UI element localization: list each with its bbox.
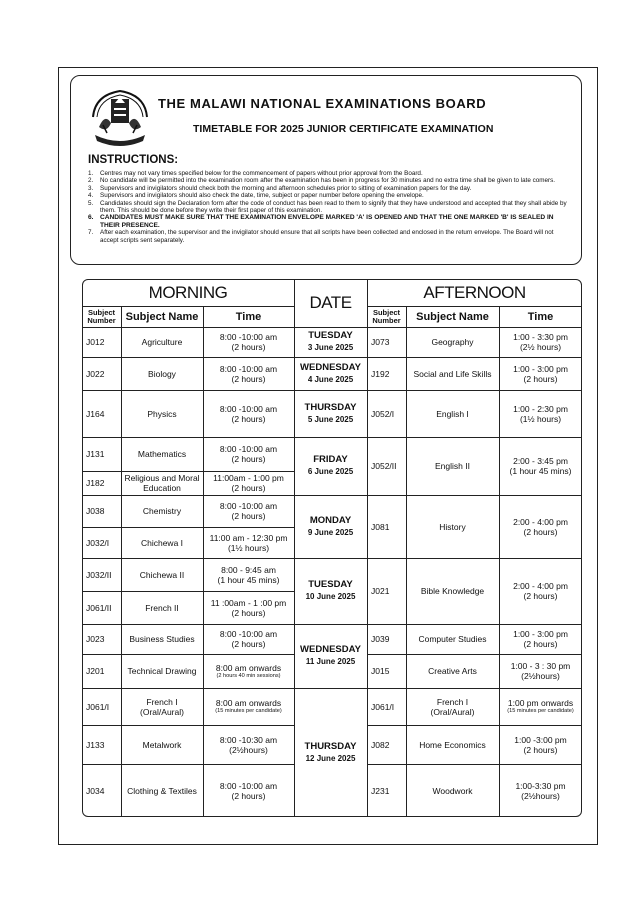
instruction-number: 3. <box>88 184 94 192</box>
afternoon-name-cell <box>406 725 499 764</box>
exam-time: 8:00 -10:00 am <box>219 403 278 414</box>
morning-time-cell <box>203 654 294 688</box>
exam-time: 1:00 - 2:30 pm <box>513 403 568 414</box>
morning-code-cell <box>82 764 121 817</box>
timetable-title: TIMETABLE FOR 2025 JUNIOR CERTIFICATE EXAMINATION <box>193 123 494 135</box>
exam-date: 9 June 2025 <box>307 527 354 537</box>
exam-day: TUESDAY <box>308 330 353 341</box>
instructions-heading: INSTRUCTIONS: <box>88 154 179 166</box>
exam-duration: (1 hour 45 mins) <box>217 574 280 585</box>
instruction-text: Supervisors and invigilators should also check the date, time, subject or paper number before opening the envelope. <box>100 192 424 200</box>
subject-name: Computer Studies <box>418 634 487 644</box>
subject-name: Woodwork <box>432 785 473 796</box>
board-logo-icon <box>85 83 155 149</box>
time-label: Time <box>527 310 554 323</box>
date-cell <box>294 624 367 688</box>
exam-time: 8:00 -10:00 am <box>219 444 278 454</box>
subject-name: History <box>439 521 466 532</box>
subject-name: Religious and Moral Education <box>124 473 200 493</box>
exam-day: MONDAY <box>309 514 352 526</box>
afternoon-code-cell <box>367 725 406 764</box>
afternoon-name-cell <box>406 495 499 558</box>
morning-label: MORNING <box>148 282 228 302</box>
exam-date: 3 June 2025 <box>307 343 354 352</box>
exam-date: 5 June 2025 <box>307 414 354 424</box>
morning-code-cell <box>82 688 121 725</box>
instruction-number: 2. <box>88 177 94 185</box>
exam-time: 11:00 am - 12:30 pm <box>209 532 288 543</box>
subject-code: J231 <box>371 785 390 796</box>
instruction-item <box>86 170 568 177</box>
afternoon-label: AFTERNOON <box>423 282 526 302</box>
subject-name: Geography <box>431 337 474 347</box>
morning-name-cell <box>121 437 203 471</box>
exam-time: 1:00 -3:00 pm <box>514 734 567 745</box>
exam-duration: (15 minutes per candidate) <box>507 708 574 715</box>
afternoon-code-cell <box>367 688 406 725</box>
subject-name: French I <box>436 696 469 707</box>
exam-time: 8:00 -10:00 am <box>219 332 278 342</box>
morning-code-cell <box>82 624 121 654</box>
exam-duration: (2 hours) <box>231 342 266 352</box>
exam-date: 11 June 2025 <box>305 657 356 666</box>
subject-name: Chichewa II <box>139 569 185 580</box>
exam-time: 11:00am - 1:00 pm <box>213 473 284 483</box>
exam-day: WEDNESDAY <box>300 361 361 373</box>
subject-code: J133 <box>86 739 105 750</box>
afternoon-subject-name-header <box>406 306 499 327</box>
afternoon-time-cell <box>499 357 582 390</box>
morning-name-cell <box>121 654 203 688</box>
instruction-text: Candidates should sign the Declaration form after the code of conduct has been read to them to signify that they have understood and accepted that they shall abide by them. This should be done before they write their first paper of this examination. <box>100 199 567 215</box>
subject-code: J061/I <box>371 701 395 712</box>
morning-code-cell <box>82 527 121 558</box>
afternoon-header <box>367 279 582 306</box>
exam-day: TUESDAY <box>308 579 353 590</box>
instruction-number: 6. <box>88 214 94 222</box>
morning-time-cell <box>203 327 294 357</box>
exam-duration: (2 hours) <box>231 373 266 384</box>
exam-duration: (2 hours) <box>231 413 266 424</box>
morning-name-cell <box>121 624 203 654</box>
afternoon-name-cell <box>406 558 499 624</box>
exam-time: 8:00 -10:00 am <box>219 501 278 511</box>
afternoon-subject-number-header <box>367 306 406 327</box>
exam-time: 1:00 pm onwards <box>507 698 574 709</box>
subject-code: J022 <box>86 368 105 379</box>
morning-code-cell <box>82 437 121 471</box>
morning-time-cell <box>203 591 294 624</box>
morning-code-cell <box>82 495 121 527</box>
morning-name-cell <box>121 591 203 624</box>
subject-number-label: Subject Number <box>372 307 401 325</box>
morning-time-cell <box>203 764 294 817</box>
morning-code-cell <box>82 591 121 624</box>
exam-duration: (2 hours) <box>231 483 266 493</box>
instruction-item <box>86 214 568 229</box>
exam-duration: (2 hours) <box>231 639 266 649</box>
exam-time: 11 :00am - 1 :00 pm <box>210 597 287 608</box>
afternoon-time-cell <box>499 654 582 688</box>
exam-time: 8:00 -10:00 am <box>219 363 278 374</box>
subject-name: Physics <box>147 408 177 419</box>
morning-code-cell <box>82 327 121 357</box>
subject-name: Metalwork <box>142 739 182 750</box>
subject-code: J192 <box>371 368 390 379</box>
subject-code: J032/I <box>86 537 110 548</box>
date-cell <box>294 327 367 357</box>
afternoon-time-cell <box>499 495 582 558</box>
exam-duration: (2 hours) <box>523 639 558 649</box>
afternoon-name-cell <box>406 390 499 437</box>
afternoon-time-cell <box>499 764 582 817</box>
subject-name: Biology <box>148 368 176 379</box>
afternoon-time-cell <box>499 688 582 725</box>
subject-name: Creative Arts <box>428 666 477 676</box>
morning-subject-name-header <box>121 306 203 327</box>
exam-time: 8:00 am onwards <box>215 698 282 709</box>
exam-duration: (2 hours) <box>231 454 266 464</box>
morning-time-cell <box>203 688 294 725</box>
subject-code: J052/II <box>371 461 397 471</box>
exam-duration: (15 minutes per candidate) <box>215 708 282 715</box>
subject-code: J082 <box>371 739 390 750</box>
afternoon-name-cell <box>406 764 499 817</box>
exam-time: 1:00 - 3 : 30 pm <box>510 661 571 671</box>
date-label: DATE <box>309 293 352 312</box>
afternoon-name-cell <box>406 688 499 725</box>
subject-name: English I <box>436 408 469 419</box>
subject-code: J073 <box>371 337 390 347</box>
exam-duration: (2½ hours) <box>519 342 562 352</box>
instruction-item <box>86 192 568 199</box>
morning-name-cell <box>121 527 203 558</box>
exam-duration: (2 hours 40 min sessions) <box>216 672 281 679</box>
instruction-item <box>86 185 568 192</box>
instruction-text: No candidate will be permitted into the examination room after the examination has been in progress for 30 minutes and no extra time shall be given to late comers. <box>100 177 556 185</box>
subject-name: Home Economics <box>419 739 486 750</box>
subject-code: J023 <box>86 634 105 644</box>
afternoon-code-cell <box>367 654 406 688</box>
morning-name-cell <box>121 390 203 437</box>
subject-code: J201 <box>86 666 105 676</box>
subject-code: J081 <box>371 521 390 532</box>
subject-code: J012 <box>86 337 105 347</box>
exam-time: 8:00 -10:30 am <box>219 734 278 745</box>
morning-code-cell <box>82 725 121 764</box>
morning-time-cell <box>203 390 294 437</box>
subject-name-label: Subject Name <box>125 310 199 323</box>
afternoon-code-cell <box>367 764 406 817</box>
header-divider <box>82 306 294 307</box>
morning-name-cell <box>121 495 203 527</box>
subject-name: Clothing & Textiles <box>127 785 197 796</box>
subject-code: J015 <box>371 666 390 676</box>
exam-duration: (2 hours) <box>231 607 266 618</box>
header-divider <box>367 306 582 307</box>
subject-code: J164 <box>86 408 105 419</box>
exam-duration: (2 hours) <box>231 790 266 801</box>
morning-time-cell <box>203 495 294 527</box>
subject-name: Mathematics <box>137 449 187 459</box>
subject-code: J061/I <box>86 701 110 712</box>
exam-time: 1:00 - 3:30 pm <box>513 332 568 342</box>
morning-time-cell <box>203 527 294 558</box>
morning-code-cell <box>82 654 121 688</box>
morning-subject-number-header <box>82 306 121 327</box>
exam-time: 2:00 - 3:45 pm <box>513 456 568 466</box>
subject-name-note: (Oral/Aural) <box>140 706 184 717</box>
instruction-number: 4. <box>88 192 94 200</box>
subject-number-label: Subject Number <box>87 307 116 325</box>
morning-time-cell <box>203 357 294 390</box>
date-cell <box>294 688 367 817</box>
subject-code: J061/II <box>86 602 112 613</box>
instruction-text: After each examination, the supervisor and the invigilator should ensure that all scripts have been collected and enclosed in the return envelope. The Board will not accept scripts sent separately. <box>100 229 554 244</box>
exam-duration: (1½ hours) <box>519 413 562 424</box>
instruction-number: 7. <box>88 229 94 237</box>
date-cell <box>294 558 367 624</box>
exam-time: 2:00 - 4:00 pm <box>513 516 568 527</box>
exam-duration: (2 hours) <box>231 511 266 521</box>
afternoon-code-cell <box>367 327 406 357</box>
afternoon-code-cell <box>367 624 406 654</box>
subject-name: Chemistry <box>142 506 182 516</box>
date-header <box>294 279 367 327</box>
morning-name-cell <box>121 764 203 817</box>
exam-duration: (2½hours) <box>521 790 560 801</box>
morning-name-cell <box>121 357 203 390</box>
exam-date: 4 June 2025 <box>307 374 354 384</box>
exam-duration: (2½hours) <box>521 671 560 681</box>
subject-code: J039 <box>371 634 390 644</box>
afternoon-name-cell <box>406 624 499 654</box>
morning-code-cell <box>82 558 121 591</box>
exam-time: 2:00 - 4:00 pm <box>513 581 568 591</box>
instruction-text: CANDIDATES MUST MAKE SURE THAT THE EXAMINATION ENVELOPE MARKED 'A' IS OPENED AND THAT THE ONE MARKED 'B' IS SEALED IN THEIR PRESENCE. <box>100 214 554 229</box>
exam-date: 6 June 2025 <box>307 467 354 476</box>
subject-name: French II <box>145 602 179 613</box>
subject-name: French I <box>146 696 178 707</box>
morning-name-cell <box>121 725 203 764</box>
subject-code: J021 <box>371 586 390 596</box>
instruction-number: 1. <box>88 170 94 177</box>
exam-time: 8:00 -10:00 am <box>219 780 278 791</box>
afternoon-code-cell <box>367 437 406 495</box>
exam-date: 10 June 2025 <box>305 592 356 601</box>
afternoon-time-header <box>499 306 582 327</box>
morning-code-cell <box>82 390 121 437</box>
afternoon-code-cell <box>367 357 406 390</box>
afternoon-code-cell <box>367 558 406 624</box>
exam-day: FRIDAY <box>313 454 348 465</box>
subject-code: J034 <box>86 785 105 796</box>
afternoon-name-cell <box>406 327 499 357</box>
morning-name-cell <box>121 471 203 495</box>
date-cell <box>294 357 367 390</box>
afternoon-time-cell <box>499 624 582 654</box>
exam-day: THURSDAY <box>304 401 357 413</box>
morning-time-cell <box>203 725 294 764</box>
afternoon-time-cell <box>499 390 582 437</box>
date-cell <box>294 495 367 558</box>
exam-day: WEDNESDAY <box>300 644 361 655</box>
exam-duration: (1½ hours) <box>227 542 270 553</box>
subject-code: J182 <box>86 478 105 488</box>
subject-name: Agriculture <box>141 337 183 347</box>
instruction-item <box>86 229 568 244</box>
instruction-item <box>86 177 568 184</box>
morning-time-cell <box>203 437 294 471</box>
morning-time-cell <box>203 558 294 591</box>
subject-code: J038 <box>86 506 105 516</box>
afternoon-time-cell <box>499 437 582 495</box>
exam-time: 8:00 am onwards <box>215 662 282 673</box>
afternoon-name-cell <box>406 654 499 688</box>
exam-time: 8:00 - 9:45 am <box>221 564 276 575</box>
subject-name-note: (Oral/Aural) <box>430 706 475 717</box>
subject-code: J032/II <box>86 569 112 580</box>
instruction-text: Supervisors and invigilators should check both the morning and afternoon schedules prior to sitting of examination papers for the day. <box>100 184 472 192</box>
exam-time: 1:00 - 3:00 pm <box>513 629 568 639</box>
afternoon-time-cell <box>499 327 582 357</box>
afternoon-time-cell <box>499 558 582 624</box>
subject-name: Chichewa I <box>140 537 184 548</box>
instructions-list <box>86 170 568 244</box>
subject-name: Social and Life Skills <box>413 368 492 379</box>
exam-duration: (2 hours) <box>523 591 558 601</box>
date-cell <box>294 390 367 437</box>
subject-code: J131 <box>86 449 105 459</box>
morning-time-header <box>203 306 294 327</box>
exam-duration: (2 hours) <box>523 744 558 755</box>
date-cell <box>294 437 367 495</box>
afternoon-code-cell <box>367 495 406 558</box>
morning-name-cell <box>121 558 203 591</box>
exam-day: THURSDAY <box>304 740 357 752</box>
exam-duration: (2 hours) <box>523 526 558 537</box>
subject-name-label: Subject Name <box>416 310 489 323</box>
subject-code: J052/I <box>371 408 395 419</box>
exam-duration: (2½hours) <box>229 744 268 755</box>
exam-time: 8:00 -10:00 am <box>219 629 278 639</box>
morning-name-cell <box>121 327 203 357</box>
board-title: THE MALAWI NATIONAL EXAMINATIONS BOARD <box>158 96 487 111</box>
morning-code-cell <box>82 357 121 390</box>
exam-time: 1:00-3:30 pm <box>515 780 566 791</box>
morning-time-cell <box>203 624 294 654</box>
subject-name: Bible Knowledge <box>420 586 485 596</box>
instruction-text: Centres may not vary times specified below for the commencement of papers without prior approval from the Board. <box>100 170 423 177</box>
subject-name: Technical Drawing <box>127 666 197 676</box>
subject-name: English II <box>435 461 470 471</box>
exam-duration: (1 hour 45 mins) <box>509 466 572 476</box>
afternoon-name-cell <box>406 357 499 390</box>
afternoon-code-cell <box>367 390 406 437</box>
morning-header <box>82 279 294 306</box>
morning-code-cell <box>82 471 121 495</box>
afternoon-name-cell <box>406 437 499 495</box>
exam-time: 1:00 - 3:00 pm <box>513 363 568 374</box>
instruction-number: 5. <box>88 199 94 207</box>
morning-time-cell <box>203 471 294 495</box>
exam-date: 12 June 2025 <box>305 753 356 763</box>
morning-name-cell <box>121 688 203 725</box>
exam-duration: (2 hours) <box>523 373 558 384</box>
subject-name: Business Studies <box>129 634 195 644</box>
instruction-item <box>86 200 568 215</box>
time-label: Time <box>235 310 262 323</box>
afternoon-time-cell <box>499 725 582 764</box>
